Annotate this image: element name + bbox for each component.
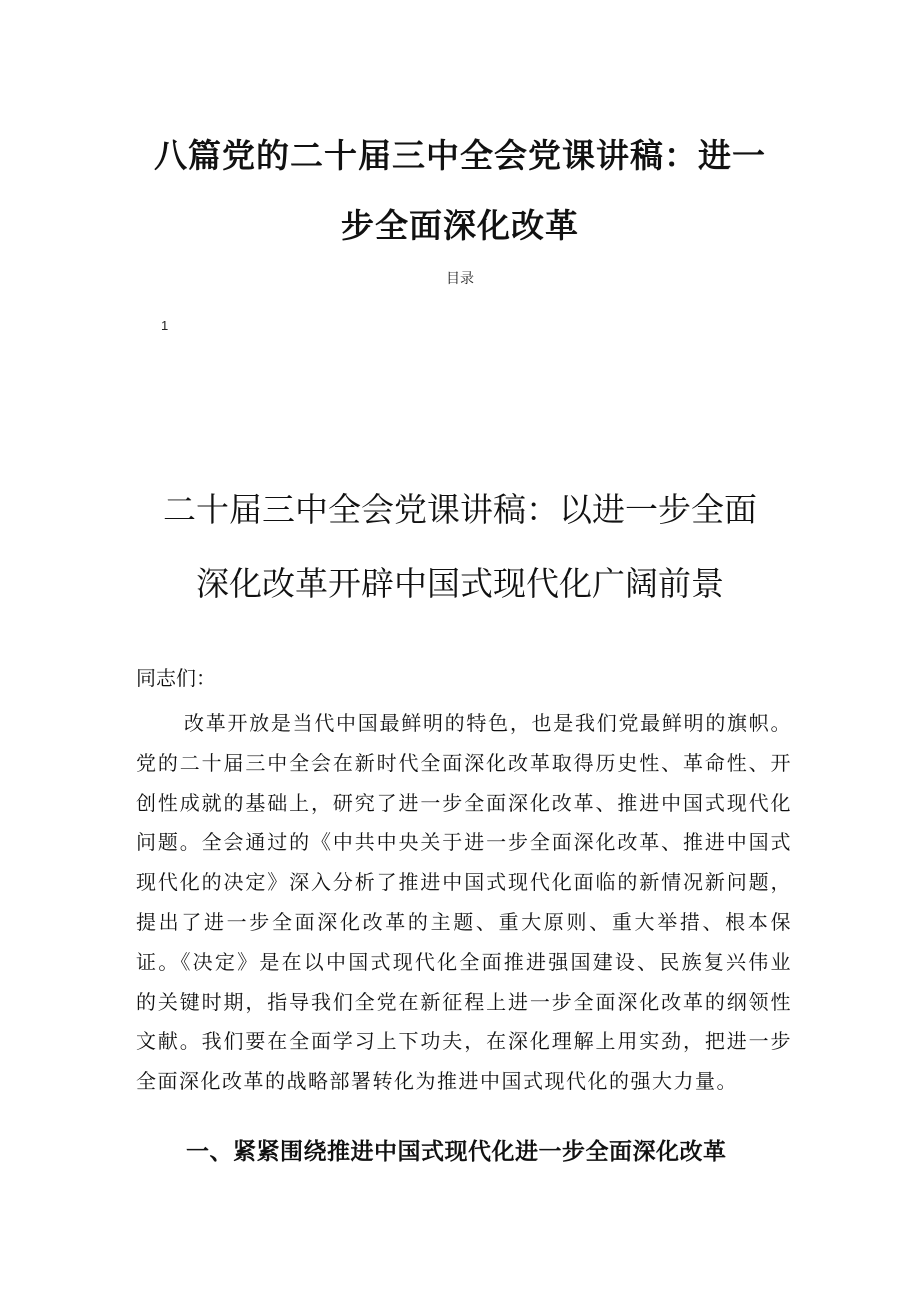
table-of-contents-label: 目录 bbox=[446, 271, 474, 287]
body-paragraph: 改革开放是当代中国最鲜明的特色，也是我们党最鲜明的旗帜。党的二十届三中全会在新时代全面深化改革取得历史性、革命性、开创性成就的基础上，研究了进一步全面深化改革、推进中国式现代化问题。全会通过的《中共中央关于进一步全面深化改革、推进中国式现代化的决定》深入分析了推进中国式现代化面临的新情况新问题，提出了进一步全面深化改革的主题、重大原则、重大举措、根本保证。《决定》是在以中国式现代化全面推进强国建设、民族复兴伟业的关键时期，指导我们全党在新征程上进一步全面深化改革的纲领性文献。我们要在全面学习上下功夫，在深化理解上用实劲，把进一步全面深化改革的战略部署转化为推进中国式现代化的强大力量。 bbox=[136, 711, 792, 1094]
article-title-line-1: 二十届三中全会党课讲稿：以进一步全面 bbox=[163, 490, 757, 529]
greeting: 同志们： bbox=[136, 666, 216, 690]
section-heading-1: 一、紧紧围绕推进中国式现代化进一步全面深化改革 bbox=[186, 1139, 727, 1165]
article-title-line-2: 深化改革开辟中国式现代化广阔前景 bbox=[196, 564, 724, 603]
toc-entry-number: 1 bbox=[161, 318, 169, 333]
document-title-line-1: 八篇党的二十届三中全会党课讲稿：进一 bbox=[154, 136, 766, 175]
document-title-line-2: 步全面深化改革 bbox=[341, 206, 579, 245]
